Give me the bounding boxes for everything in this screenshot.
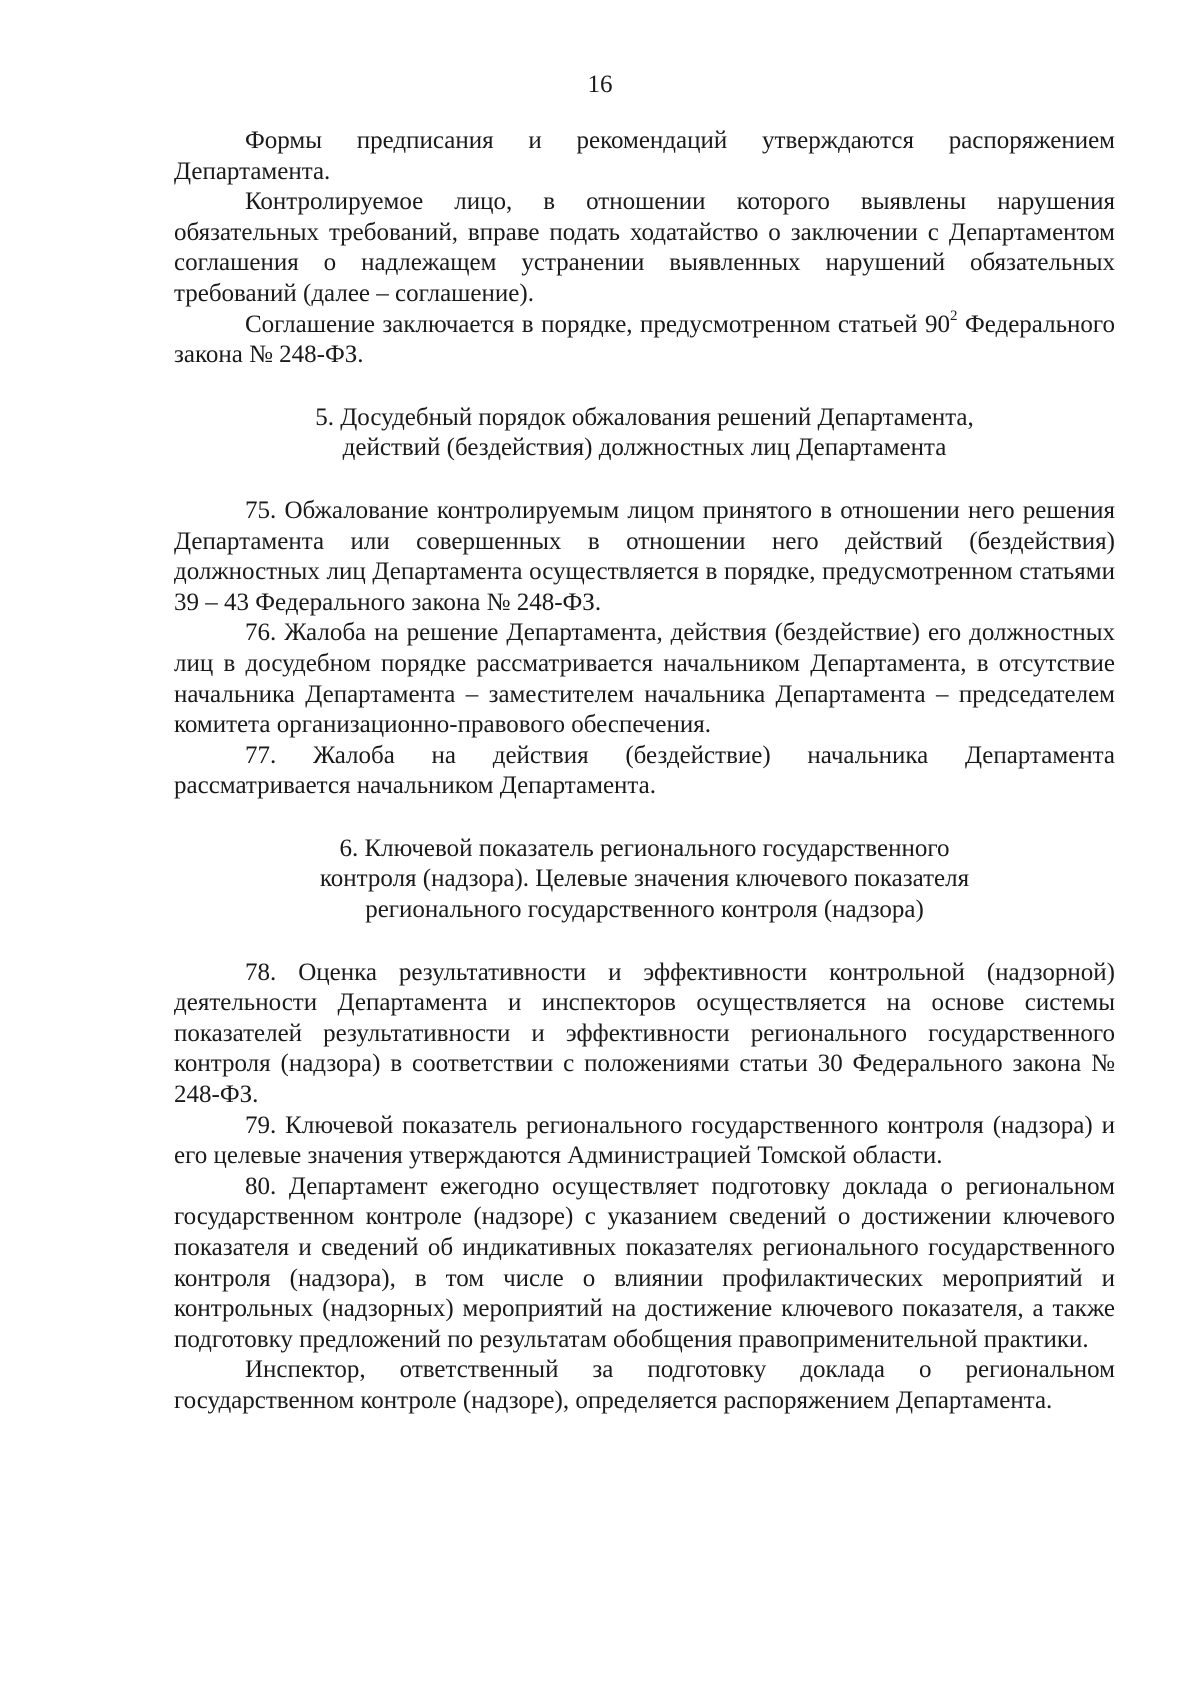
agreement-text-end: Федерального закона № 248-ФЗ. <box>174 310 1115 369</box>
heading-line: контроля (надзора). Целевые значения ключевого показателя <box>319 865 970 893</box>
paragraph-controlled-person: Контролируемое лицо, в отношении которого выявлены нарушения обязательных требований, вправе подать ходатайство о заключении с Департаментом соглашения о надлежащем устранении выявленных нарушений обязательных требований (далее – соглашение). <box>174 188 1115 307</box>
paragraph-inspector: Инспектор, ответственный за подготовку доклада о региональном государственном контроле (надзоре), определяется распоряжением Департамента. <box>174 1356 1115 1414</box>
paragraph-76: 76. Жалоба на решение Департамента, действия (бездействие) его должностных лиц в досудебном порядке рассматривается начальником Департамента, в отсутствие начальника Департамента – заместителем начальника Департамента – председателем комитета организационно-правового обеспечения. <box>174 619 1115 739</box>
section-heading-6 <box>174 834 1115 926</box>
paragraph-agreement <box>174 307 1115 371</box>
spacer <box>174 464 1115 496</box>
page-content <box>174 126 1115 1417</box>
section-heading-5 <box>174 403 1115 464</box>
heading-line: 5. Досудебный порядок обжалования решений Департамента, <box>315 403 974 431</box>
spacer <box>174 371 1115 403</box>
heading-line: регионального государственного контроля (надзора) <box>365 896 924 924</box>
heading-line: 6. Ключевой показатель регионального государственного <box>339 834 950 862</box>
heading-line: действий (бездействия) должностных лиц Департамента <box>342 434 947 462</box>
agreement-text: Соглашение заключается в порядке, предусмотренном статьей 90 <box>245 310 950 338</box>
paragraph-79: 79. Ключевой показатель регионального государственного контроля (надзора) и его целевые значения утверждаются Администрацией Томской области. <box>174 1111 1115 1170</box>
spacer <box>174 926 1115 958</box>
paragraph-80: 80. Департамент ежегодно осуществляет подготовку доклада о региональном государственном контроле (надзоре) с указанием сведений о достижении ключевого показателя и сведений об индикативных показателях регионального государственного контроля (надзора), в том числе о влиянии профилактических мероприятий и контрольных (надзорных) мероприятий на достижение ключевого показателя, а также подготовку предложений по результатам обобщения правоприменительной практики. <box>174 1172 1115 1353</box>
article-superscript: 2 <box>949 307 958 324</box>
paragraph-75: 75. Обжалование контролируемым лицом принятого в отношении него решения Департамента или совершенных в отношении него действий (бездействия) должностных лиц Департамента осуществляется в порядке, предусмотренном статьями 39 – 43 Федерального закона № 248-ФЗ. <box>174 496 1115 616</box>
paragraph-77: 77. Жалоба на действия (бездействие) начальника Департамента рассматривается начальником Департамента. <box>174 741 1115 800</box>
paragraph-78: 78. Оценка результативности и эффективности контрольной (надзорной) деятельности Департамента и инспекторов осуществляется на основе системы показателей результативности и эффективности регионального государственного контроля (надзора) в соответствии с положениями статьи 30 Федерального закона № 248-ФЗ. <box>174 958 1115 1109</box>
paragraph-forms: Формы предписания и рекомендаций утверждаются распоряжением Департамента. <box>174 127 1115 185</box>
page-number: 16 <box>587 71 613 98</box>
spacer <box>174 802 1115 834</box>
